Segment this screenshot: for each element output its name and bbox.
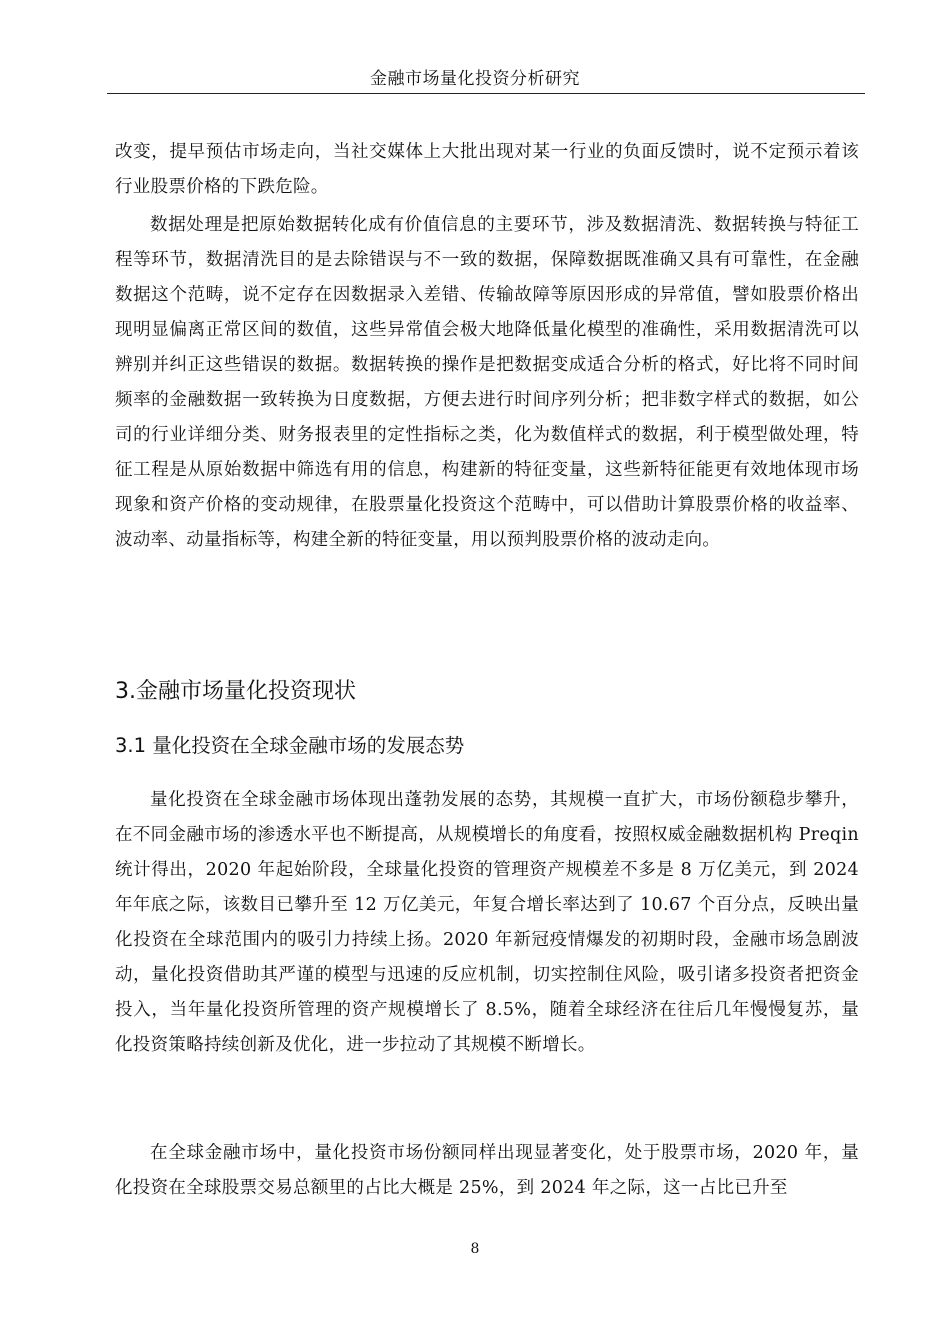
- running-header: 金融市场量化投资分析研究: [370, 69, 580, 89]
- subsection-heading: 3.1 量化投资在全球金融市场的发展态势: [115, 734, 465, 757]
- paragraph-continuation: 改变，提早预估市场走向，当社交媒体上大批出现对某一行业的负面反馈时，说不定预示着该行业股票价格的下跌危险。: [115, 142, 859, 197]
- paragraph-global-development: 量化投资在全球金融市场体现出蓬勃发展的态势，其规模一直扩大，市场份额稳步攀升，在不同金融市场的渗透水平也不断提高，从规模增长的角度看，按照权威金融数据机构 Preqin 统计得出，2020 年起始阶段，全球量化投资的管理资产规模差不多是 8 万亿美元，到 2024 年年底之际，该数目已攀升至 12 万亿美元，年复合增长率达到了 10.67 个百分点，反映出量化投资在全球范围内的吸引力持续上扬。2020 年新冠疫情爆发的初期时段，金融市场急剧波动，量化投资借助其严谨的模型与迅速的反应机制，切实控制住风险，吸引诸多投资者把资金投入，当年量化投资所管理的资产规模增长了 8.5%，随着全球经济在往后几年慢慢复苏，量化投资策略持续创新及优化，进一步拉动了其规模不断增长。: [115, 790, 859, 1055]
- header-divider: [107, 93, 865, 94]
- page-number: 8: [470, 1241, 480, 1257]
- paragraph-market-share: 在全球金融市场中，量化投资市场份额同样出现显著变化，处于股票市场，2020 年，量化投资在全球股票交易总额里的占比大概是 25%，到 2024 年之际，这一占比已升至: [115, 1143, 859, 1198]
- paragraph-data-processing: 数据处理是把原始数据转化成有价值信息的主要环节，涉及数据清洗、数据转换与特征工程等环节，数据清洗目的是去除错误与不一致的数据，保障数据既准确又具有可靠性，在金融数据这个范畴，说不定存在因数据录入差错、传输故障等原因形成的异常值，譬如股票价格出现明显偏离正常区间的数值，这些异常值会极大地降低量化模型的准确性，采用数据清洗可以辨别并纠正这些错误的数据。数据转换的操作是把数据变成适合分析的格式，好比将不同时间频率的金融数据一致转换为日度数据，方便去进行时间序列分析；把非数字样式的数据，如公司的行业详细分类、财务报表里的定性指标之类，化为数值样式的数据，利于模型做处理，特征工程是从原始数据中筛选有用的信息，构建新的特征变量，这些新特征能更有效地体现市场现象和资产价格的变动规律，在股票量化投资这个范畴中，可以借助计算股票价格的收益率、波动率、动量指标等，构建全新的特征变量，用以预判股票价格的波动走向。: [115, 215, 859, 550]
- section-heading: 3.金融市场量化投资现状: [115, 679, 356, 704]
